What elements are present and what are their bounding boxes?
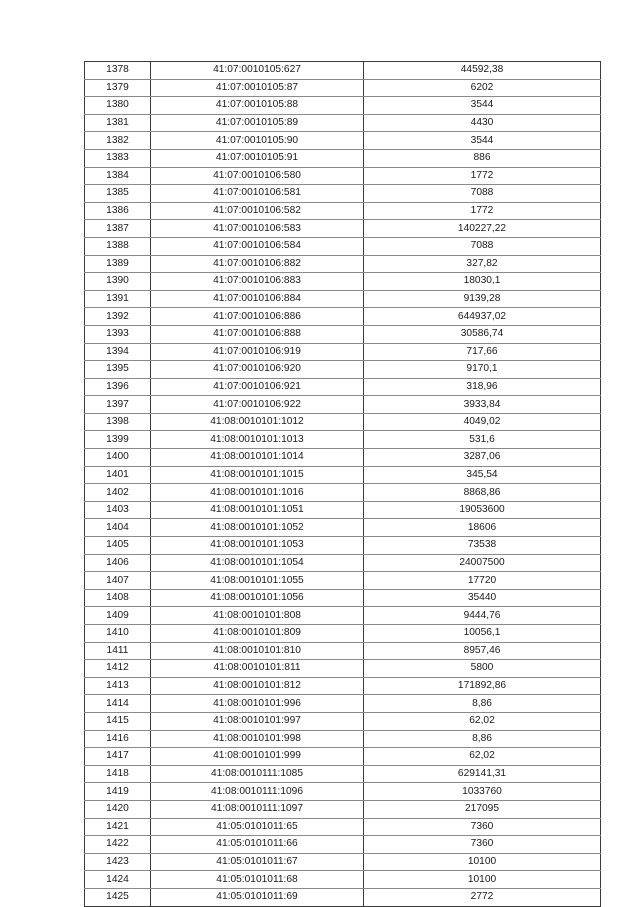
value-cell: 3287,06 — [364, 449, 601, 467]
cadastral-number-cell: 41:08:0010101:999 — [151, 748, 364, 766]
cadastral-number-cell: 41:07:0010106:920 — [151, 361, 364, 379]
table-row — [85, 537, 601, 555]
value-cell: 140227,22 — [364, 220, 601, 238]
cadastral-number-cell: 41:08:0010101:998 — [151, 730, 364, 748]
value-cell: 1772 — [364, 167, 601, 185]
row-number-cell: 1388 — [85, 237, 151, 255]
table-row — [85, 167, 601, 185]
row-number-cell: 1391 — [85, 290, 151, 308]
value-cell: 24007500 — [364, 554, 601, 572]
row-number-cell: 1381 — [85, 114, 151, 132]
cadastral-number-cell: 41:08:0010101:1014 — [151, 449, 364, 467]
row-number-cell: 1401 — [85, 466, 151, 484]
cadastral-number-cell: 41:05:0101011:68 — [151, 871, 364, 889]
table-row — [85, 202, 601, 220]
table-row — [85, 695, 601, 713]
value-cell: 531,6 — [364, 431, 601, 449]
table-row — [85, 132, 601, 150]
cadastral-number-cell: 41:08:0010111:1085 — [151, 765, 364, 783]
row-number-cell: 1392 — [85, 308, 151, 326]
table-row — [85, 765, 601, 783]
table-row — [85, 642, 601, 660]
table-row — [85, 519, 601, 537]
value-cell: 318,96 — [364, 378, 601, 396]
cadastral-number-cell: 41:08:0010111:1097 — [151, 800, 364, 818]
row-number-cell: 1422 — [85, 836, 151, 854]
row-number-cell: 1414 — [85, 695, 151, 713]
row-number-cell: 1423 — [85, 853, 151, 871]
row-number-cell: 1417 — [85, 748, 151, 766]
value-cell: 10100 — [364, 871, 601, 889]
row-number-cell: 1411 — [85, 642, 151, 660]
table-row — [85, 220, 601, 238]
row-number-cell: 1384 — [85, 167, 151, 185]
row-number-cell: 1399 — [85, 431, 151, 449]
row-number-cell: 1419 — [85, 783, 151, 801]
value-cell: 62,02 — [364, 748, 601, 766]
cadastral-number-cell: 41:07:0010106:883 — [151, 273, 364, 291]
row-number-cell: 1409 — [85, 607, 151, 625]
cadastral-number-cell: 41:08:0010101:1053 — [151, 537, 364, 555]
row-number-cell: 1413 — [85, 677, 151, 695]
row-number-cell: 1385 — [85, 185, 151, 203]
row-number-cell: 1408 — [85, 589, 151, 607]
cadastral-number-cell: 41:08:0010101:1056 — [151, 589, 364, 607]
row-number-cell: 1412 — [85, 660, 151, 678]
table-row — [85, 853, 601, 871]
value-cell: 3544 — [364, 97, 601, 115]
table-row — [85, 501, 601, 519]
row-number-cell: 1425 — [85, 888, 151, 906]
row-number-cell: 1383 — [85, 149, 151, 167]
row-number-cell: 1389 — [85, 255, 151, 273]
row-number-cell: 1405 — [85, 537, 151, 555]
value-cell: 1033760 — [364, 783, 601, 801]
cadastral-number-cell: 41:07:0010106:583 — [151, 220, 364, 238]
cadastral-number-cell: 41:08:0010111:1096 — [151, 783, 364, 801]
row-number-cell: 1407 — [85, 572, 151, 590]
row-number-cell: 1410 — [85, 625, 151, 643]
cadastral-number-cell: 41:07:0010106:581 — [151, 185, 364, 203]
cadastral-number-cell: 41:05:0101011:67 — [151, 853, 364, 871]
value-cell: 8957,46 — [364, 642, 601, 660]
value-cell: 7088 — [364, 237, 601, 255]
row-number-cell: 1396 — [85, 378, 151, 396]
row-number-cell: 1404 — [85, 519, 151, 537]
row-number-cell: 1390 — [85, 273, 151, 291]
table-row — [85, 589, 601, 607]
value-cell: 1772 — [364, 202, 601, 220]
table-row — [85, 62, 601, 80]
value-cell: 9170,1 — [364, 361, 601, 379]
row-number-cell: 1398 — [85, 413, 151, 431]
value-cell: 8,86 — [364, 730, 601, 748]
value-cell: 6202 — [364, 79, 601, 97]
value-cell: 35440 — [364, 589, 601, 607]
table-row — [85, 871, 601, 889]
cadastral-number-cell: 41:07:0010106:888 — [151, 325, 364, 343]
table-row — [85, 783, 601, 801]
value-cell: 217095 — [364, 800, 601, 818]
value-cell: 644937,02 — [364, 308, 601, 326]
value-cell: 3544 — [364, 132, 601, 150]
value-cell: 717,66 — [364, 343, 601, 361]
cadastral-number-cell: 41:07:0010106:582 — [151, 202, 364, 220]
cadastral-number-cell: 41:08:0010101:997 — [151, 712, 364, 730]
row-number-cell: 1402 — [85, 484, 151, 502]
document-page — [84, 61, 600, 907]
value-cell: 9444,76 — [364, 607, 601, 625]
cadastral-number-cell: 41:07:0010106:922 — [151, 396, 364, 414]
row-number-cell: 1421 — [85, 818, 151, 836]
cadastral-number-cell: 41:08:0010101:809 — [151, 625, 364, 643]
value-cell: 2772 — [364, 888, 601, 906]
row-number-cell: 1415 — [85, 712, 151, 730]
table-row — [85, 625, 601, 643]
table-row — [85, 572, 601, 590]
row-number-cell: 1403 — [85, 501, 151, 519]
table-row — [85, 888, 601, 906]
cadastral-number-cell: 41:08:0010101:1052 — [151, 519, 364, 537]
value-cell: 7360 — [364, 836, 601, 854]
table-row — [85, 836, 601, 854]
table-row — [85, 149, 601, 167]
table-row — [85, 466, 601, 484]
value-cell: 19053600 — [364, 501, 601, 519]
row-number-cell: 1395 — [85, 361, 151, 379]
table-row — [85, 114, 601, 132]
table-row — [85, 308, 601, 326]
table-row — [85, 97, 601, 115]
value-cell: 44592,38 — [364, 62, 601, 80]
value-cell: 18030,1 — [364, 273, 601, 291]
cadastral-number-cell: 41:08:0010101:812 — [151, 677, 364, 695]
table-row — [85, 325, 601, 343]
cadastral-number-cell: 41:05:0101011:65 — [151, 818, 364, 836]
table-body — [85, 62, 601, 907]
value-cell: 327,82 — [364, 255, 601, 273]
row-number-cell: 1397 — [85, 396, 151, 414]
table-row — [85, 677, 601, 695]
value-cell: 7360 — [364, 818, 601, 836]
row-number-cell: 1387 — [85, 220, 151, 238]
row-number-cell: 1406 — [85, 554, 151, 572]
row-number-cell: 1400 — [85, 449, 151, 467]
value-cell: 10056,1 — [364, 625, 601, 643]
cadastral-number-cell: 41:07:0010106:882 — [151, 255, 364, 273]
row-number-cell: 1416 — [85, 730, 151, 748]
table-row — [85, 660, 601, 678]
value-cell: 171892,86 — [364, 677, 601, 695]
cadastral-number-cell: 41:07:0010106:884 — [151, 290, 364, 308]
value-cell: 7088 — [364, 185, 601, 203]
cadastral-number-cell: 41:07:0010106:584 — [151, 237, 364, 255]
table-row — [85, 413, 601, 431]
value-cell: 8868,86 — [364, 484, 601, 502]
value-cell: 345,54 — [364, 466, 601, 484]
table-row — [85, 748, 601, 766]
table-row — [85, 712, 601, 730]
row-number-cell: 1393 — [85, 325, 151, 343]
value-cell: 5800 — [364, 660, 601, 678]
cadastral-number-cell: 41:08:0010101:1055 — [151, 572, 364, 590]
value-cell: 4430 — [364, 114, 601, 132]
row-number-cell: 1386 — [85, 202, 151, 220]
row-number-cell: 1380 — [85, 97, 151, 115]
cadastral-number-cell: 41:08:0010101:1012 — [151, 413, 364, 431]
cadastral-number-cell: 41:08:0010101:1054 — [151, 554, 364, 572]
row-number-cell: 1394 — [85, 343, 151, 361]
cadastral-number-cell: 41:07:0010106:580 — [151, 167, 364, 185]
cadastral-number-cell: 41:07:0010105:87 — [151, 79, 364, 97]
cadastral-number-cell: 41:07:0010106:919 — [151, 343, 364, 361]
cadastral-number-cell: 41:08:0010101:996 — [151, 695, 364, 713]
table-row — [85, 185, 601, 203]
value-cell: 73538 — [364, 537, 601, 555]
row-number-cell: 1382 — [85, 132, 151, 150]
cadastral-number-cell: 41:07:0010106:921 — [151, 378, 364, 396]
value-cell: 4049,02 — [364, 413, 601, 431]
table-row — [85, 484, 601, 502]
cadastral-number-cell: 41:08:0010101:808 — [151, 607, 364, 625]
table-row — [85, 396, 601, 414]
table-row — [85, 730, 601, 748]
value-cell: 30586,74 — [364, 325, 601, 343]
value-cell: 886 — [364, 149, 601, 167]
row-number-cell: 1424 — [85, 871, 151, 889]
table-row — [85, 818, 601, 836]
cadastral-number-cell: 41:05:0101011:66 — [151, 836, 364, 854]
cadastral-number-cell: 41:08:0010101:1013 — [151, 431, 364, 449]
table-row — [85, 800, 601, 818]
value-cell: 629141,31 — [364, 765, 601, 783]
cadastral-number-cell: 41:07:0010105:90 — [151, 132, 364, 150]
cadastral-number-cell: 41:05:0101011:69 — [151, 888, 364, 906]
cadastral-value-table — [84, 61, 601, 907]
value-cell: 17720 — [364, 572, 601, 590]
row-number-cell: 1418 — [85, 765, 151, 783]
cadastral-number-cell: 41:08:0010101:1051 — [151, 501, 364, 519]
table-row — [85, 449, 601, 467]
cadastral-number-cell: 41:08:0010101:1015 — [151, 466, 364, 484]
row-number-cell: 1378 — [85, 62, 151, 80]
cadastral-number-cell: 41:08:0010101:811 — [151, 660, 364, 678]
value-cell: 3933,84 — [364, 396, 601, 414]
row-number-cell: 1420 — [85, 800, 151, 818]
cadastral-number-cell: 41:07:0010106:886 — [151, 308, 364, 326]
table-row — [85, 273, 601, 291]
table-row — [85, 79, 601, 97]
cadastral-number-cell: 41:07:0010105:627 — [151, 62, 364, 80]
row-number-cell: 1379 — [85, 79, 151, 97]
table-row — [85, 343, 601, 361]
cadastral-number-cell: 41:08:0010101:810 — [151, 642, 364, 660]
value-cell: 9139,28 — [364, 290, 601, 308]
cadastral-number-cell: 41:08:0010101:1016 — [151, 484, 364, 502]
value-cell: 10100 — [364, 853, 601, 871]
table-row — [85, 431, 601, 449]
cadastral-number-cell: 41:07:0010105:88 — [151, 97, 364, 115]
table-row — [85, 290, 601, 308]
cadastral-number-cell: 41:07:0010105:91 — [151, 149, 364, 167]
table-row — [85, 255, 601, 273]
table-row — [85, 237, 601, 255]
table-row — [85, 554, 601, 572]
cadastral-number-cell: 41:07:0010105:89 — [151, 114, 364, 132]
table-row — [85, 378, 601, 396]
table-row — [85, 607, 601, 625]
value-cell: 18606 — [364, 519, 601, 537]
table-row — [85, 361, 601, 379]
value-cell: 8,86 — [364, 695, 601, 713]
value-cell: 62,02 — [364, 712, 601, 730]
